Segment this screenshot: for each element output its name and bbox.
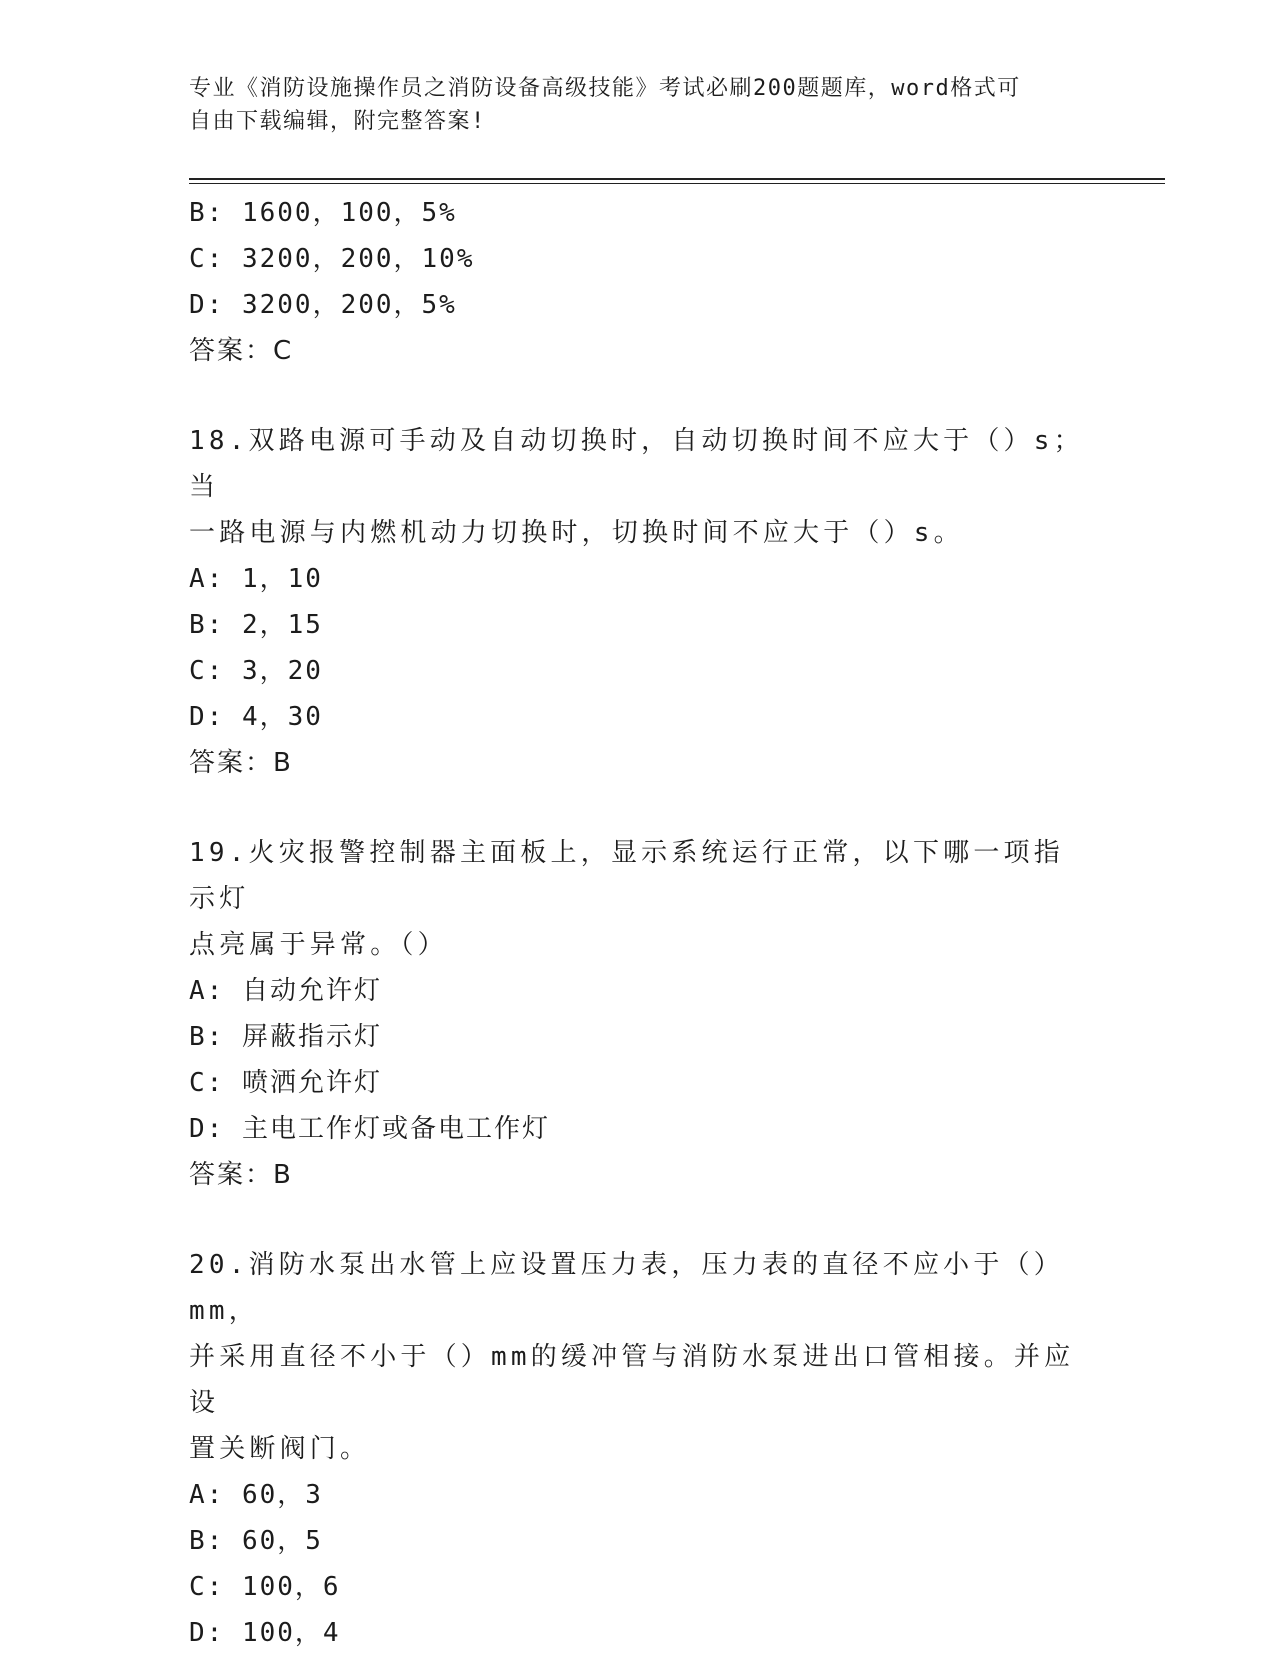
header-line-2: 自由下载编辑，附完整答案!: [189, 109, 486, 134]
answer-line: 答案：C: [189, 336, 294, 366]
option-a: A: 1，10: [189, 564, 323, 594]
question-text: [189, 418, 1089, 556]
option-d: D: 3200，200，5%: [189, 290, 457, 320]
question-18: [189, 418, 1089, 786]
question-text-line: 并采用直径不小于（）mm的缓冲管与消防水泵进出口管相接。并应设: [189, 1342, 1075, 1418]
question-17-continuation: [189, 190, 1089, 374]
option-c: C: 3，20: [189, 656, 323, 686]
question-text-line: 一路电源与内燃机动力切换时，切换时间不应大于（）s。: [189, 518, 964, 548]
question-content: [189, 190, 1089, 1656]
option-b: B: 2，15: [189, 610, 323, 640]
document-header: [189, 72, 1089, 138]
option-b: B: 1600，100，5%: [189, 198, 457, 228]
question-text: [189, 1242, 1089, 1472]
answer-line: 答案：B: [189, 748, 293, 778]
option-d: D: 100，4: [189, 1618, 341, 1648]
option-d: D: 主电工作灯或备电工作灯: [189, 1114, 550, 1144]
header-divider-thick: [189, 178, 1165, 180]
answer-line: 答案：B: [189, 1160, 293, 1190]
question-text-line: 19.火灾报警控制器主面板上，显示系统运行正常，以下哪一项指示灯: [189, 838, 1064, 914]
option-a: A: 自动允许灯: [189, 976, 382, 1006]
question-text-line: 20.消防水泵出水管上应设置压力表，压力表的直径不应小于（）mm，: [189, 1250, 1064, 1326]
option-a: A: 60，3: [189, 1480, 323, 1510]
question-text-line: 18.双路电源可手动及自动切换时，自动切换时间不应大于（）s；当: [189, 426, 1084, 502]
option-c: C: 3200，200，10%: [189, 244, 475, 274]
question-text-line: 置关断阀门。: [189, 1434, 371, 1464]
option-c: C: 100，6: [189, 1572, 341, 1602]
question-20: [189, 1242, 1089, 1656]
question-19: [189, 830, 1089, 1198]
header-divider-thin: [189, 183, 1165, 184]
header-line-1: 专业《消防设施操作员之消防设备高级技能》考试必刷200题题库，word格式可: [189, 76, 1021, 101]
question-text: [189, 830, 1089, 968]
option-c: C: 喷洒允许灯: [189, 1068, 382, 1098]
option-b: B: 屏蔽指示灯: [189, 1022, 382, 1052]
option-d: D: 4，30: [189, 702, 323, 732]
question-text-line: 点亮属于异常。（）: [189, 930, 448, 960]
option-b: B: 60，5: [189, 1526, 323, 1556]
